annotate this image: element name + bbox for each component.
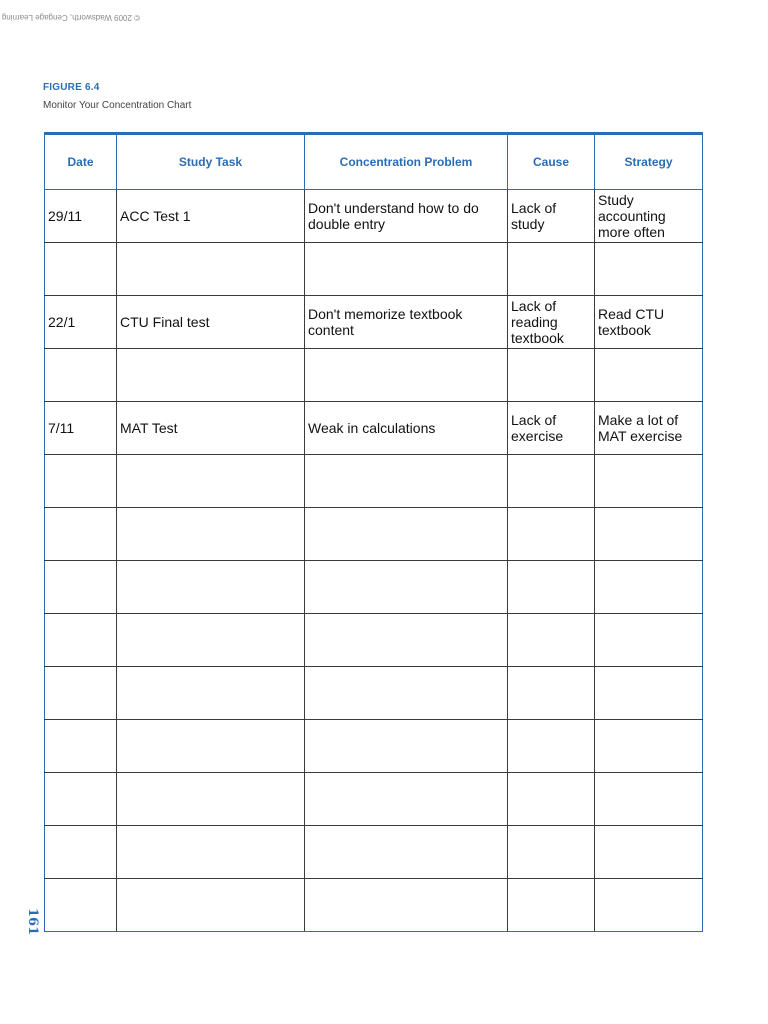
concentration-problem-cell: [305, 879, 508, 932]
table-row: [45, 879, 703, 932]
date-cell: 7/11: [45, 402, 117, 455]
date-cell: [45, 773, 117, 826]
concentration-problem-cell: [305, 349, 508, 402]
header-concentration-problem: Concentration Problem: [305, 134, 508, 190]
concentration-problem-cell: [305, 826, 508, 879]
cause-cell: [508, 455, 595, 508]
concentration-problem-cell: Don't memorize textbook content: [305, 296, 508, 349]
date-cell: [45, 243, 117, 296]
table-row: [45, 508, 703, 561]
study-task-cell: MAT Test: [117, 402, 305, 455]
strategy-cell: [595, 455, 703, 508]
copyright-notice: © 2009 Wadsworth, Cengage Learning: [1, 13, 140, 22]
concentration-problem-cell: [305, 720, 508, 773]
study-task-cell: [117, 667, 305, 720]
table-row: [45, 349, 703, 402]
cause-cell: [508, 667, 595, 720]
table-header-row: [45, 134, 703, 190]
header-date: Date: [45, 134, 117, 190]
figure-title: Monitor Your Concentration Chart: [43, 100, 192, 111]
table-row: [45, 614, 703, 667]
study-task-cell: [117, 455, 305, 508]
strategy-cell: Study accounting more often: [595, 190, 703, 243]
table-row: [45, 190, 703, 243]
date-cell: [45, 667, 117, 720]
table-row: [45, 243, 703, 296]
study-task-cell: [117, 773, 305, 826]
date-cell: [45, 508, 117, 561]
page-number: 161: [25, 908, 40, 936]
cause-cell: [508, 508, 595, 561]
cause-cell: [508, 720, 595, 773]
strategy-cell: [595, 349, 703, 402]
study-task-cell: [117, 614, 305, 667]
study-task-cell: [117, 243, 305, 296]
concentration-problem-cell: [305, 667, 508, 720]
cause-cell: [508, 349, 595, 402]
table-row: [45, 402, 703, 455]
date-cell: [45, 826, 117, 879]
date-cell: 29/11: [45, 190, 117, 243]
study-task-cell: [117, 349, 305, 402]
table-row: [45, 773, 703, 826]
strategy-cell: [595, 773, 703, 826]
strategy-cell: [595, 879, 703, 932]
study-task-cell: [117, 720, 305, 773]
strategy-cell: Read CTU textbook: [595, 296, 703, 349]
cause-cell: Lack of study: [508, 190, 595, 243]
table-row: [45, 561, 703, 614]
concentration-problem-cell: [305, 614, 508, 667]
concentration-problem-cell: Weak in calculations: [305, 402, 508, 455]
study-task-cell: [117, 826, 305, 879]
concentration-problem-cell: Don't understand how to do double entry: [305, 190, 508, 243]
date-cell: [45, 561, 117, 614]
cause-cell: [508, 773, 595, 826]
table-row: [45, 296, 703, 349]
header-strategy: Strategy: [595, 134, 703, 190]
strategy-cell: [595, 826, 703, 879]
date-cell: [45, 349, 117, 402]
cause-cell: [508, 614, 595, 667]
date-cell: [45, 614, 117, 667]
cause-cell: [508, 243, 595, 296]
concentration-problem-cell: [305, 508, 508, 561]
study-task-cell: ACC Test 1: [117, 190, 305, 243]
study-task-cell: [117, 561, 305, 614]
concentration-problem-cell: [305, 455, 508, 508]
date-cell: [45, 720, 117, 773]
table-row: [45, 826, 703, 879]
date-cell: [45, 879, 117, 932]
header-cause: Cause: [508, 134, 595, 190]
cause-cell: Lack of exercise: [508, 402, 595, 455]
table-row: [45, 667, 703, 720]
date-cell: [45, 455, 117, 508]
strategy-cell: [595, 508, 703, 561]
cause-cell: [508, 826, 595, 879]
concentration-chart-table: [44, 132, 703, 932]
cause-cell: [508, 561, 595, 614]
strategy-cell: [595, 667, 703, 720]
study-task-cell: CTU Final test: [117, 296, 305, 349]
strategy-cell: [595, 720, 703, 773]
table-row: [45, 720, 703, 773]
cause-cell: Lack of reading textbook: [508, 296, 595, 349]
concentration-problem-cell: [305, 561, 508, 614]
strategy-cell: [595, 614, 703, 667]
study-task-cell: [117, 879, 305, 932]
cause-cell: [508, 879, 595, 932]
date-cell: 22/1: [45, 296, 117, 349]
strategy-cell: [595, 243, 703, 296]
strategy-cell: [595, 561, 703, 614]
concentration-problem-cell: [305, 243, 508, 296]
header-study-task: Study Task: [117, 134, 305, 190]
study-task-cell: [117, 508, 305, 561]
figure-label: FIGURE 6.4: [43, 82, 100, 93]
table-row: [45, 455, 703, 508]
strategy-cell: Make a lot of MAT exercise: [595, 402, 703, 455]
concentration-problem-cell: [305, 773, 508, 826]
